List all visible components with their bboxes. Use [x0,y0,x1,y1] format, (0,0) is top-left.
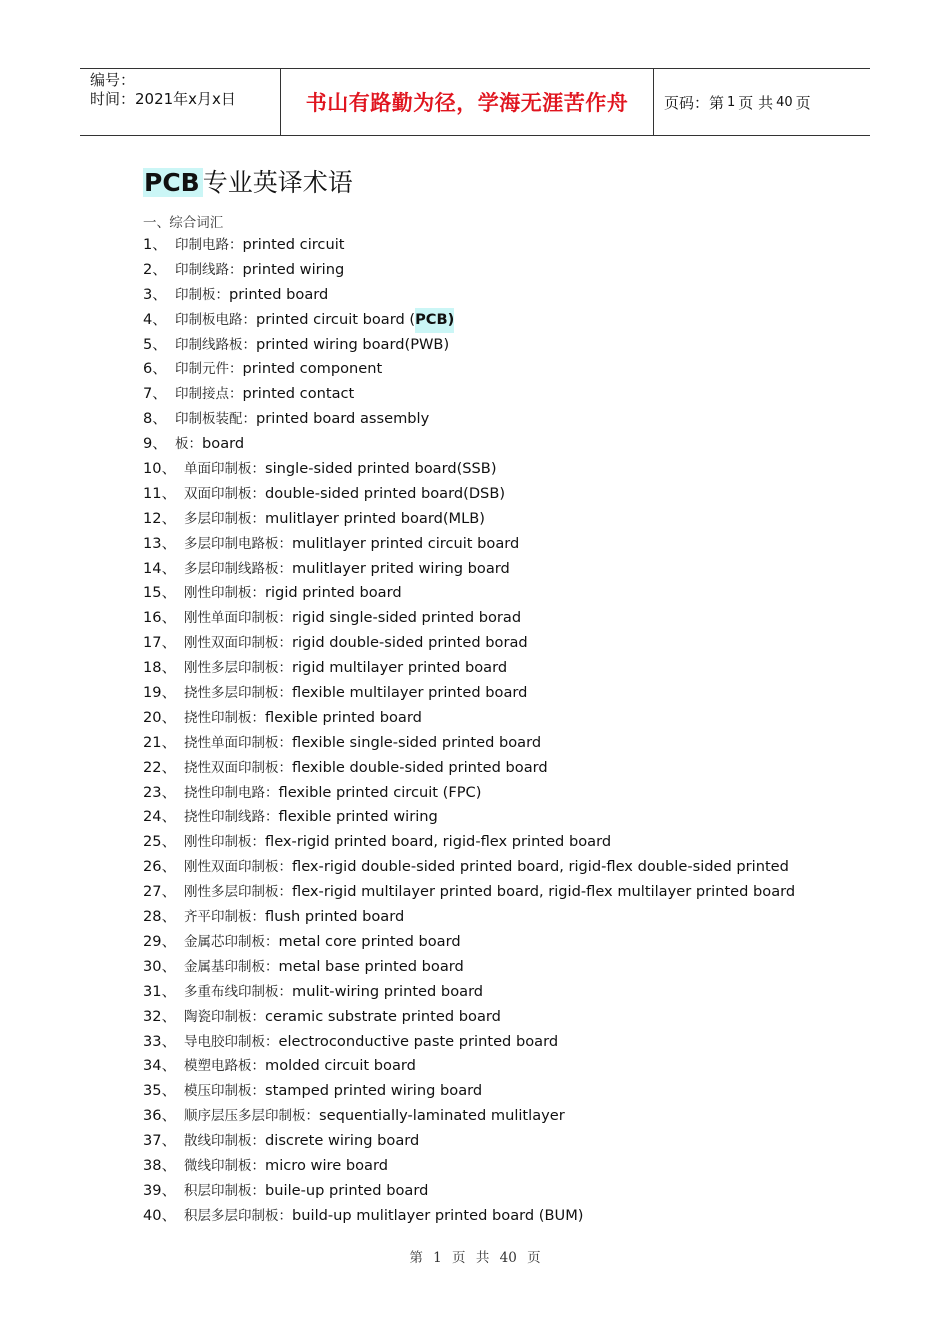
term-number: 9、 [143,435,167,453]
footer-di: 第 [409,1250,423,1266]
term-number: 14、 [143,559,177,577]
term-english: flexible printed board [265,708,422,726]
term-number: 4、 [143,310,167,328]
term-item [143,930,795,955]
term-chinese: 印制板装配： [175,411,256,428]
term-english: rigid printed board [265,584,402,602]
term-english: flexible single-sided printed board [292,733,542,751]
term-english: ceramic substrate printed board [265,1007,501,1025]
term-chinese: 刚性印制板： [184,585,265,602]
term-number: 26、 [143,858,177,876]
term-number: 6、 [143,360,167,378]
term-item [143,482,795,507]
header-page-number [654,69,870,135]
term-number: 22、 [143,758,177,776]
term-item [143,830,795,855]
term-item [143,1079,795,1104]
title-highlight: PCB [143,168,203,197]
term-english: flexible multilayer printed board [292,684,528,702]
page-mid: 页 共 [738,93,774,112]
term-item [143,382,795,407]
term-english: mulitlayer printed circuit board [292,534,520,552]
term-english-highlight: PCB) [415,308,454,333]
footer-ye: 页 [452,1250,466,1266]
term-item [143,706,795,731]
term-number: 32、 [143,1007,177,1025]
term-chinese: 顺序层压多层印制板： [184,1108,319,1125]
term-item [143,731,795,756]
term-english: printed contact [242,385,355,403]
term-item [143,1154,795,1179]
term-item [143,1179,795,1204]
term-english: single-sided printed board(SSB) [265,460,497,478]
term-item [143,756,795,781]
term-number: 27、 [143,883,177,901]
term-chinese: 积层多层印制板： [184,1207,292,1224]
term-number: 11、 [143,484,177,502]
term-english: flexible double-sided printed board [292,758,548,776]
term-chinese: 单面印制板： [184,461,265,478]
term-number: 2、 [143,260,167,278]
term-item [143,805,795,830]
term-number: 18、 [143,659,177,677]
term-number: 34、 [143,1057,177,1075]
term-number: 13、 [143,534,177,552]
term-item [143,656,795,681]
document-title [143,166,353,200]
term-item [143,1204,795,1229]
term-number: 30、 [143,957,177,975]
footer-ye-end: 页 [527,1250,541,1266]
term-item [143,681,795,706]
term-number: 24、 [143,808,177,826]
term-english: micro wire board [265,1156,388,1174]
term-english: mulitlayer printed board(MLB) [265,509,485,527]
term-chinese: 挠性印制电路： [184,784,279,801]
header-info-cell [80,69,281,135]
term-number: 23、 [143,783,177,801]
term-chinese: 印制板： [175,286,229,303]
term-english: flush printed board [265,908,405,926]
title-text: 专业英译术语 [202,168,353,197]
term-item [143,581,795,606]
term-chinese: 挠性印制线路： [184,809,279,826]
term-item [143,258,795,283]
term-item [143,1005,795,1030]
term-item [143,407,795,432]
term-number: 31、 [143,982,177,1000]
term-english: flex-rigid printed board, rigid-flex printed board [265,833,612,851]
header-motto: 书山有路勤为径，学海无涯苦作舟 [281,69,654,135]
term-number: 3、 [143,285,167,303]
term-number: 5、 [143,335,167,353]
term-chinese: 挠性印制板： [184,709,265,726]
term-item [143,880,795,905]
term-chinese: 刚性双面印制板： [184,635,292,652]
term-english: flexible printed circuit (FPC) [278,783,482,801]
term-item [143,233,795,258]
term-number: 36、 [143,1107,177,1125]
term-chinese: 刚性单面印制板： [184,610,292,627]
term-english: metal base printed board [278,957,464,975]
term-chinese: 模塑电路板： [184,1058,265,1075]
term-english: metal core printed board [278,932,461,950]
term-english: double-sided printed board(DSB) [265,484,506,502]
term-number: 10、 [143,460,177,478]
term-item [143,905,795,930]
term-chinese: 陶瓷印制板： [184,1008,265,1025]
term-number: 37、 [143,1132,177,1150]
footer-total-pages: 40 [499,1250,517,1266]
term-english: printed wiring [242,260,345,278]
term-item [143,457,795,482]
term-english: rigid single-sided printed borad [292,609,522,627]
term-chinese: 板： [175,436,202,453]
term-english: flex-rigid double-sided printed board, rigid-flex double-sided printed [292,858,789,876]
term-number: 17、 [143,634,177,652]
term-item [143,283,795,308]
term-item [143,1104,795,1129]
term-item [143,357,795,382]
term-english: buile-up printed board [265,1181,429,1199]
term-english: electroconductive paste printed board [278,1032,559,1050]
term-english: discrete wiring board [265,1132,420,1150]
term-number: 39、 [143,1181,177,1199]
page-prefix: 页码：第 [664,93,725,112]
footer-gong: 共 [475,1250,490,1266]
term-number: 7、 [143,385,167,403]
term-chinese: 挠性单面印制板： [184,734,292,751]
term-english: mulit-wiring printed board [292,982,484,1000]
term-english: printed circuit board ( [256,310,416,328]
term-english: rigid double-sided printed borad [292,634,528,652]
term-chinese: 积层印制板： [184,1182,265,1199]
term-item [143,1030,795,1055]
term-item [143,955,795,980]
section-number: 一、 [143,215,170,231]
term-chinese: 印制元件： [175,361,243,378]
section-title: 综合词汇 [169,215,224,231]
term-number: 8、 [143,410,167,428]
term-number: 38、 [143,1156,177,1174]
term-item [143,308,795,333]
term-chinese: 多层印制线路板： [184,560,292,577]
term-number: 25、 [143,833,177,851]
term-chinese: 微线印制板： [184,1157,265,1174]
term-english: printed component [242,360,383,378]
term-item [143,1054,795,1079]
term-item [143,432,795,457]
term-english: sequentially-laminated mulitlayer [319,1107,565,1125]
term-chinese: 齐平印制板： [184,909,265,926]
term-number: 33、 [143,1032,177,1050]
term-chinese: 导电胶印制板： [184,1033,279,1050]
term-english: printed circuit [242,236,345,253]
document-date: 时间：2021年x月x日 [90,90,236,108]
term-english: printed board assembly [256,410,430,428]
term-number: 28、 [143,908,177,926]
term-number: 1、 [143,236,167,253]
term-english: molded circuit board [265,1057,416,1075]
term-english: flex-rigid multilayer printed board, rigid-flex multilayer printed board [292,883,796,901]
term-chinese: 印制线路板： [175,336,256,353]
page-footer [0,1246,950,1266]
term-english: rigid multilayer printed board [292,659,508,677]
term-chinese: 刚性印制板： [184,834,265,851]
term-number: 40、 [143,1206,177,1224]
footer-current-page: 1 [433,1250,442,1266]
term-number: 16、 [143,609,177,627]
section-heading [143,211,223,231]
term-item [143,333,795,358]
term-english: mulitlayer prited wiring board [292,559,510,577]
term-english: board [202,435,245,453]
term-chinese: 散线印制板： [184,1133,265,1150]
term-chinese: 金属基印制板： [184,958,279,975]
term-chinese: 挠性双面印制板： [184,759,292,776]
term-number: 12、 [143,509,177,527]
term-chinese: 印制接点： [175,386,243,403]
term-english: flexible printed wiring [278,808,438,826]
term-item [143,606,795,631]
term-number: 20、 [143,708,177,726]
term-number: 15、 [143,584,177,602]
term-number: 29、 [143,932,177,950]
term-chinese: 刚性多层印制板： [184,884,292,901]
document-code-label: 编号： [90,71,136,89]
term-item [143,631,795,656]
term-chinese: 刚性双面印制板： [184,859,292,876]
term-chinese: 双面印制板： [184,485,265,502]
term-chinese: 金属芯印制板： [184,933,279,950]
term-chinese: 印制板电路： [175,311,256,328]
term-list [143,233,795,1229]
term-english: printed wiring board(PWB) [256,335,450,353]
term-english: stamped printed wiring board [265,1082,483,1100]
page-suffix: 页 [795,93,811,112]
term-chinese: 多层印制电路板： [184,535,292,552]
page-current: 1 [727,94,736,110]
term-number: 19、 [143,684,177,702]
page-header [80,68,870,136]
term-chinese: 印制电路： [175,237,243,253]
term-item [143,532,795,557]
term-item [143,557,795,582]
term-item [143,980,795,1005]
term-english: printed board [229,285,329,303]
page-total: 40 [776,94,793,110]
term-item [143,855,795,880]
term-item [143,1129,795,1154]
term-chinese: 挠性多层印制板： [184,685,292,702]
term-number: 35、 [143,1082,177,1100]
term-chinese: 刚性多层印制板： [184,660,292,677]
term-english: build-up mulitlayer printed board (BUM) [292,1206,584,1224]
term-chinese: 多重布线印制板： [184,983,292,1000]
term-chinese: 多层印制板： [184,510,265,527]
term-item [143,781,795,806]
term-chinese: 印制线路： [175,261,243,278]
term-number: 21、 [143,733,177,751]
term-item [143,507,795,532]
term-chinese: 模压印制板： [184,1083,265,1100]
